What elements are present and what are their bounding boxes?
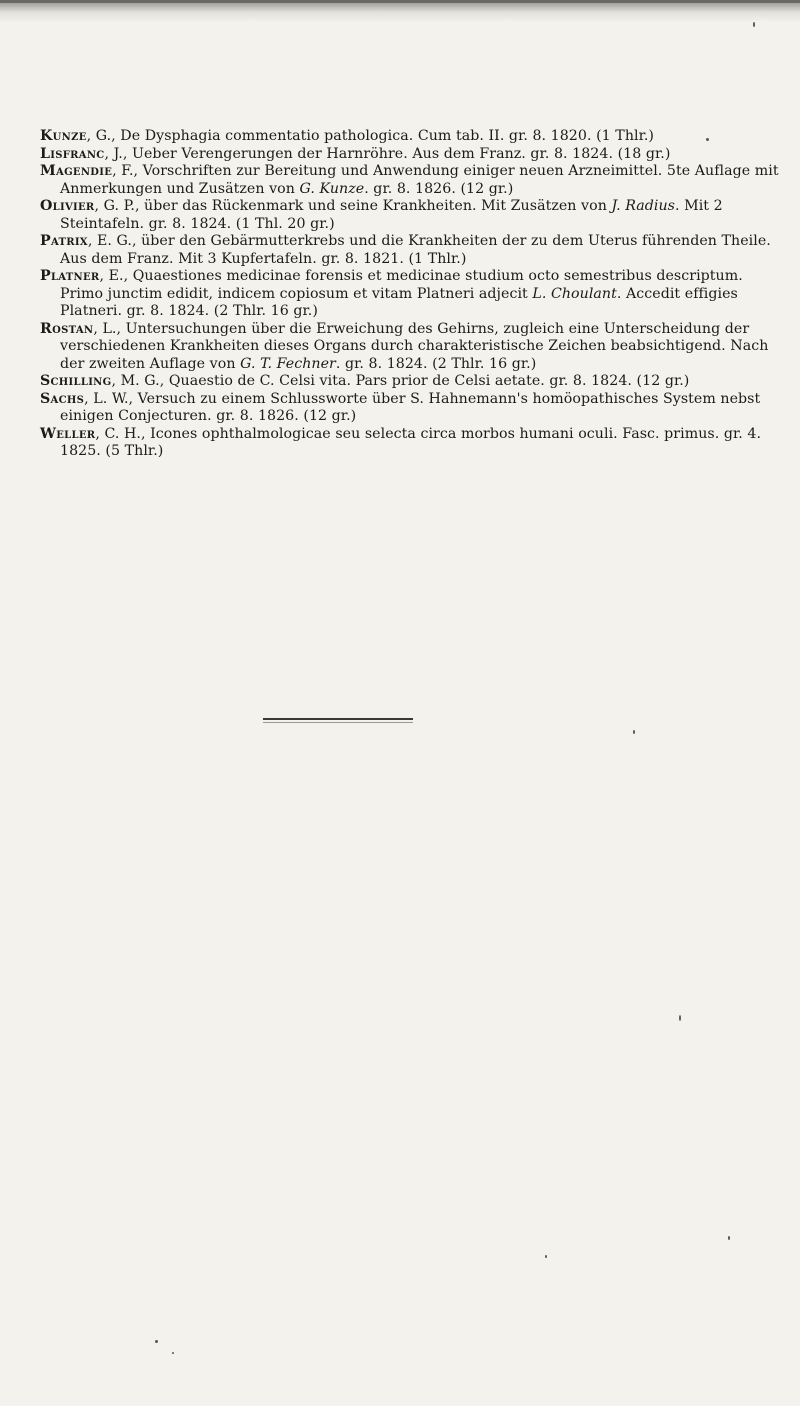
paper-speck [545,1255,547,1258]
entry-text: , E., Quaestiones medicinae forensis et medicinae studium octo semestribus descriptum. Primo junctim edidit, indicem copiosum et vitam Platneri adjecit [60,268,743,302]
entry-author: Weller [40,425,96,442]
bibliography-list [40,128,788,461]
page-top-shadow [0,0,800,22]
entry-editor: G. Kunze [299,180,365,197]
entry-text: , L. W., Versuch zu einem Schlussworte über S. Hahnemann's homöopathisches System nebst einigen Conjecturen. gr. 8. 1826. (12 gr.) [60,390,761,424]
entry-text: , G., De Dysphagia commentatio pathologica. Cum tab. II. gr. 8. 1820. (1 Thlr.) [86,128,655,144]
entry-text-after: . gr. 8. 1826. (12 gr.) [364,180,514,197]
paper-speck [155,1340,158,1343]
bibliography-entry [40,233,788,268]
entry-text: , J., Ueber Verengerungen der Harnröhre. Aus dem Franz. gr. 8. 1824. (18 gr.) [104,145,671,162]
entry-author: Olivier [40,198,95,214]
entry-editor: L. Choulant [532,285,617,302]
entry-text-after: . gr. 8. 1824. (2 Thlr. 16 gr.) [335,355,537,372]
entry-editor: J. Radius [611,198,676,214]
entry-author: Platner [40,268,100,284]
entry-editor: G. T. Fechner [240,355,336,372]
entry-text-after: . Mit 2 Steintafeln. gr. 8. 1824. (1 Thl. 20 gr.) [60,198,723,232]
entry-text: , C. H., Icones ophthalmologicae seu selecta circa morbos humani oculi. Fasc. primus. gr. 4. 1825. (5 Thlr.) [60,425,762,459]
entry-text: , M. G., Quaestio de C. Celsi vita. Pars prior de Celsi aetate. gr. 8. 1824. (12 gr.) [111,373,690,389]
bibliography-entry [40,373,788,391]
entry-text: , F., Vorschriften zur Bereitung und Anwendung einiger neuen Arzneimittel. 5te Auflage mit Anmerkungen und Zusätzen von [60,163,779,197]
bibliography-entry [40,198,788,233]
entry-text: , E. G., über den Gebärmutterkrebs und die Krankheiten der zu dem Uterus führenden Theile. Aus dem Franz. Mit 3 Kupfertafeln. gr. 8. 1821. (1 Thlr.) [60,233,771,267]
paper-speck [172,1352,174,1354]
bibliography-entry [40,163,788,198]
paper-speck [633,730,635,734]
bibliography-entry [40,426,788,461]
entry-text-after: . Accedit effigies Platneri. gr. 8. 1824. (2 Thlr. 16 gr.) [60,285,738,319]
entry-author: Lisfranc [40,145,105,162]
entry-author: Magendie [40,163,113,179]
bibliography-entry [40,146,788,164]
entry-author: Sachs [40,390,85,407]
bibliography-entry [40,321,788,374]
section-divider [263,718,413,720]
bibliography-entry [40,128,788,146]
paper-speck [728,1236,730,1240]
entry-text: , G. P., über das Rückenmark und seine Krankheiten. Mit Zusätzen von [94,198,612,214]
paper-speck [753,22,755,27]
section-divider-shadow [263,722,413,723]
entry-author: Rostan [40,320,94,337]
entry-text: , L., Untersuchungen über die Erweichung des Gehirns, zugleich eine Unterscheidung der verschiedenen Krankheiten dieses Organs durch charakteristische Zeichen beabsichtigend. Nach der zweiten Auflage von [60,320,769,372]
entry-author: Patrix [40,233,88,249]
paper-speck [679,1015,681,1021]
paper-speck [706,138,709,141]
bibliography-entry [40,268,788,321]
entry-author: Schilling [40,373,112,389]
bibliography-entry [40,391,788,426]
entry-author: Kunze [40,128,87,144]
